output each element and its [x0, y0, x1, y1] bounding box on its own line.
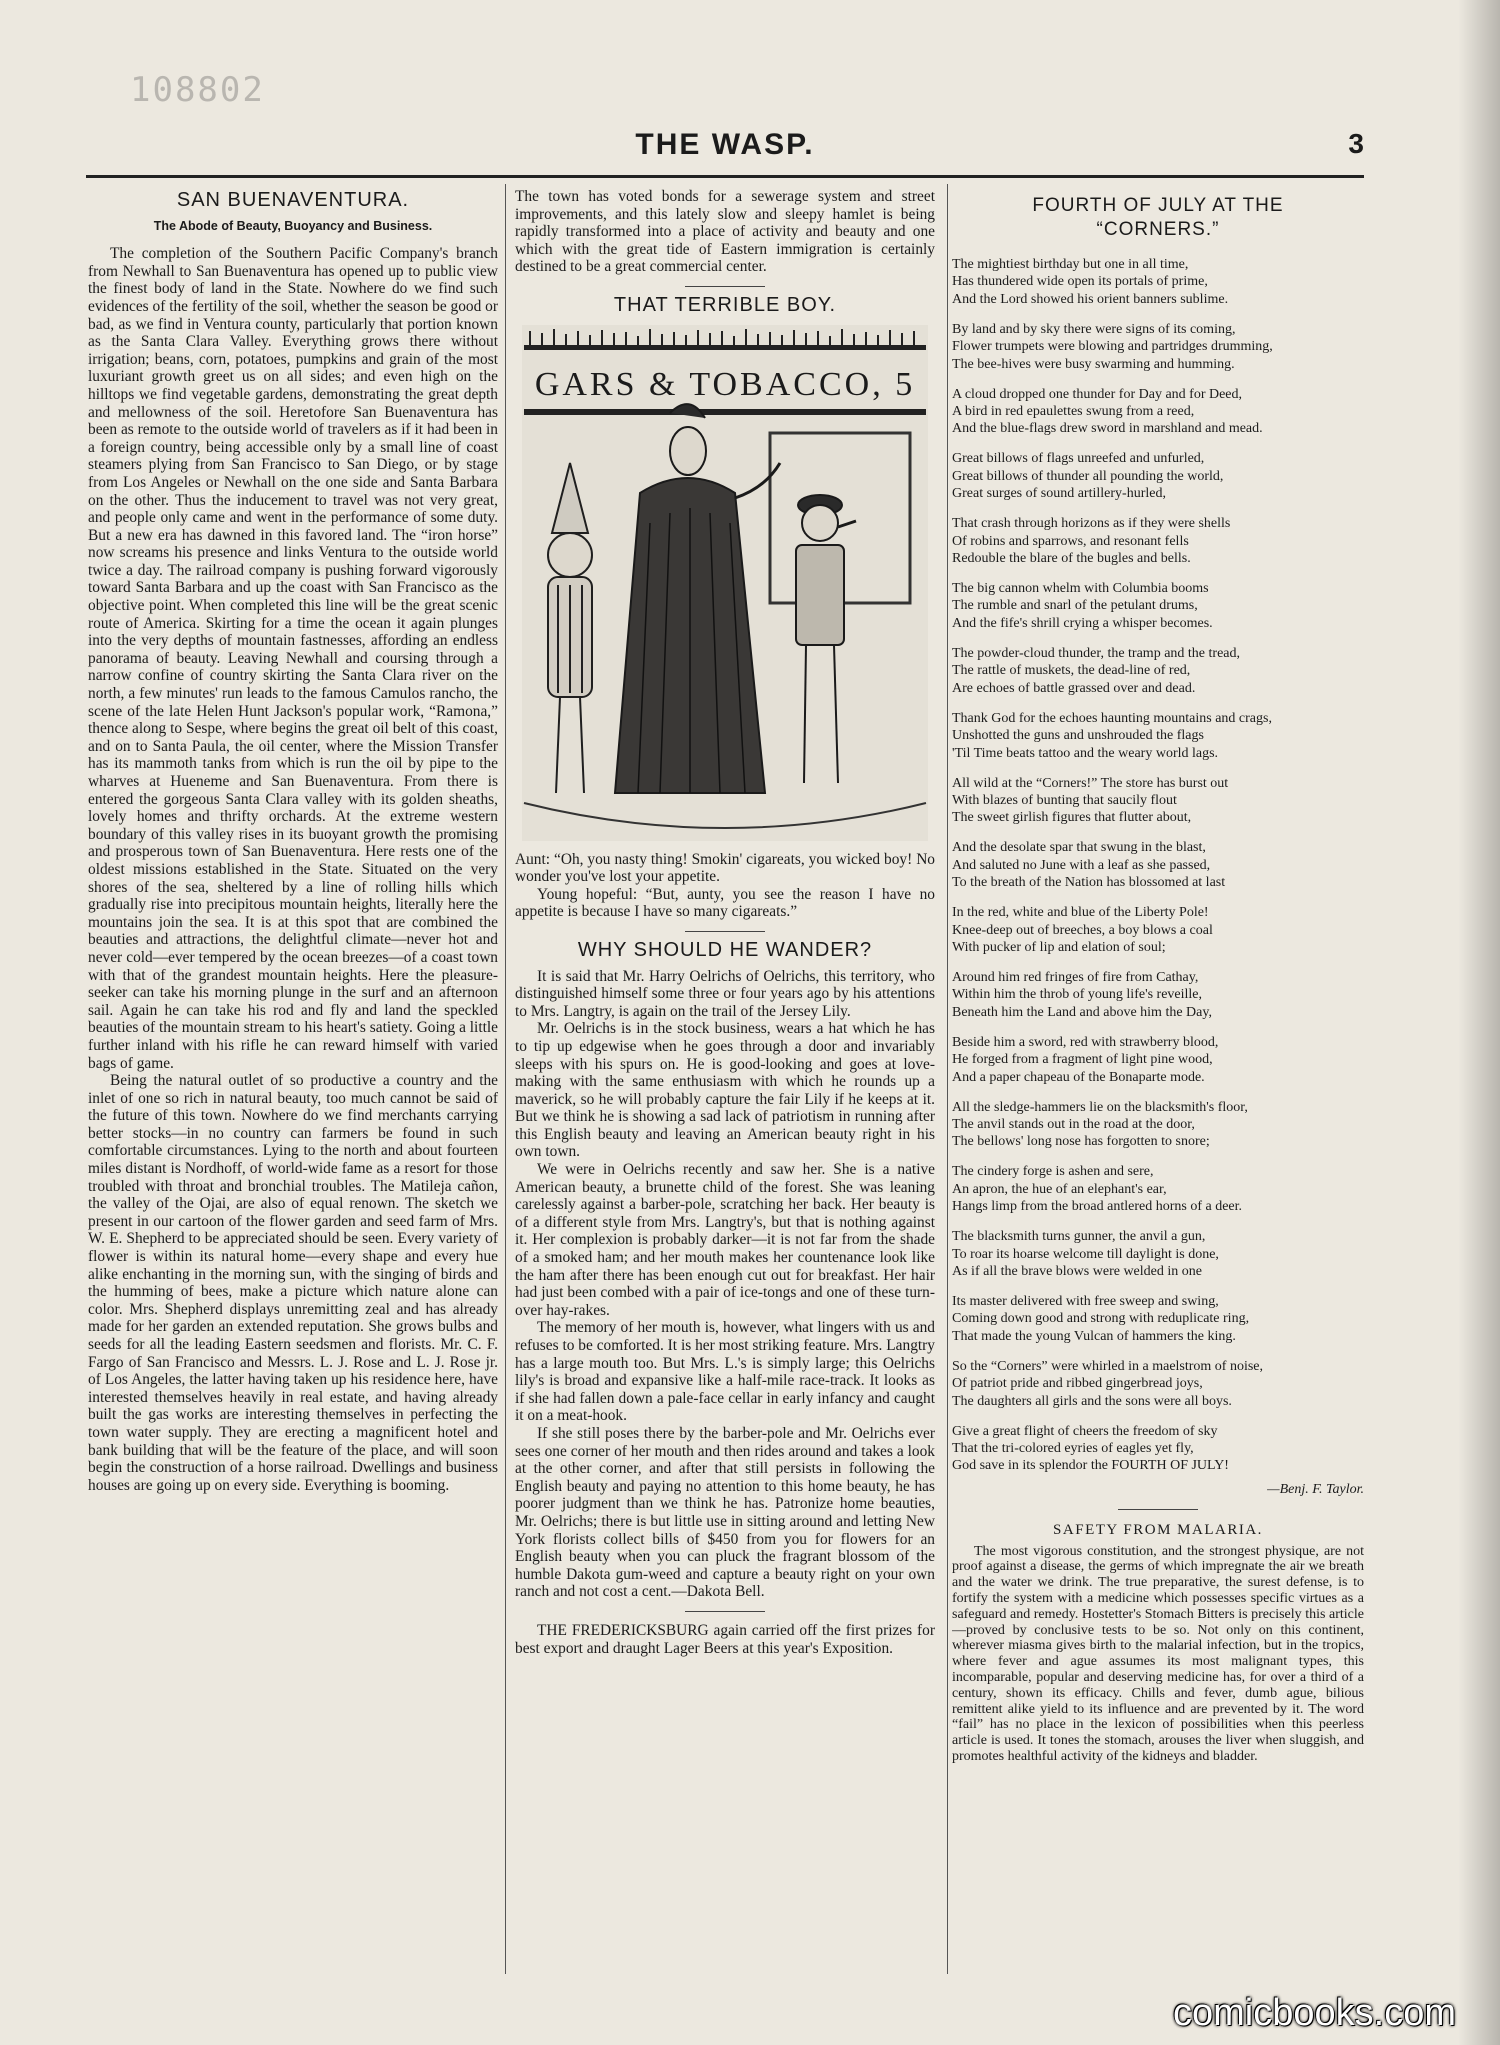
poem-line: Has thundered wide open its portals of prime, — [952, 274, 1208, 290]
poem-line: He forged from a fragment of light pine wood, — [952, 1052, 1213, 1068]
poem-stanza — [952, 1423, 1364, 1475]
poem-line: And the fife's shrill crying a whisper becomes. — [952, 615, 1213, 631]
poem-stanza — [952, 969, 1364, 1021]
poem-line: Of robins and sparrows, and resonant fells — [952, 533, 1189, 549]
poem-line: Are echoes of battle grassed over and dead. — [952, 680, 1196, 696]
poem-credit: —Benj. F. Taylor. — [1267, 1482, 1364, 1498]
poem-line: Its master delivered with free sweep and swing, — [952, 1294, 1219, 1309]
poem-line: So the “Corners” were whirled in a maelstrom of noise, — [952, 1358, 1264, 1374]
poem-line: All wild at the “Corners!” The store has burst out — [952, 775, 1229, 791]
poem-stanza — [952, 580, 1364, 632]
poem-line: In the red, white and blue of the Liberty Pole! — [952, 905, 1209, 921]
poem-line: All the sledge-hammers lie on the blacksmith's floor, — [952, 1099, 1248, 1115]
poem-line: That made the young Vulcan of hammers the king. — [952, 1328, 1236, 1344]
article-column-3 — [952, 188, 1364, 1988]
poem-line: Of patriot pride and ribbed gingerbread joys, — [952, 1376, 1203, 1392]
page-number: 3 — [1348, 128, 1364, 159]
poem-stanza — [952, 904, 1364, 956]
article-column-2 — [515, 188, 935, 1970]
poem-stanza — [952, 1358, 1364, 1410]
poem-stanza — [952, 256, 1364, 308]
poem-stanza — [952, 645, 1364, 697]
cartoon-caption: Young hopeful: “But, aunty, you see the reason I have no appetite is because I have so many cigareats.” — [515, 885, 935, 921]
poem-line: With blazes of bunting that saucily flout — [952, 792, 1177, 808]
catalog-stamp: 108802 — [130, 70, 265, 110]
poem-stanza — [952, 775, 1364, 827]
poem-line: The rattle of muskets, the dead-line of red, — [952, 663, 1191, 679]
cartoon-heading: THAT TERRIBLE BOY. — [613, 293, 837, 316]
poem-line: Flower trumpets were blowing and partridges drumming, — [952, 339, 1273, 355]
poem-heading: FOURTH OF JULY AT THE “CORNERS.” — [1032, 195, 1284, 240]
poem-line: A bird in red epaulettes swung from a reed, — [952, 404, 1195, 420]
poem-stanza — [952, 386, 1364, 438]
poem-stanza — [952, 450, 1364, 502]
poem-line: As if all the brave blows were welded in one — [952, 1264, 1202, 1279]
poem-line: Hangs limp from the broad antlered horns of a deer. — [952, 1199, 1243, 1215]
poem-line: That the tri-colored eyries of eagles yet fly, — [952, 1441, 1194, 1457]
poem — [952, 256, 1364, 1475]
poem-line: The daughters all girls and the sons were all boys. — [952, 1393, 1232, 1409]
article-paragraph: The completion of the Southern Pacific Company's branch from Newhall to San Buenaventura has opened up to public view the finest body of land in the State. Nowhere do we find such evidences of the fertility of the soil, whether the season be good or bad, as we find in Ventura county, particularly that portion known as the Santa Clara Valley. Everything grows there without irrigation; beans, corn, potatoes, pumpkins and grain of the most luxuriant growth greet us on all sides; and even high on the hilltops we find vegetable gardens, demonstrating the great depth and mellowness of the soil. Heretofore San Buenaventura has been as remote to the outside world of travelers as if it had been in a foreign country, being accessible only by a small line of coast steamers plying from San Francisco to San Diego, or by stage from Los Angeles or Newhall on the one side and Santa Barbara on the other. Thus the inducement to travel was not very great, and people only came and went in the performance of some duty. But a new era has dawned in this favored land. The “iron horse” now screams his presence and links Ventura to the outside world twice a day. The railroad company is pushing forward vigorously toward Santa Barbara and up the coast with San Francisco as the objective point. When completed this line will be the great scenic route of America. Skirting for a time the ocean it again plunges into the very depths of mountain fastnesses, affording an endless panorama of beauty. Leaving Newhall and coursing through a narrow confine of country skirting the Santa Clara river on the north, a few minutes' run leads to the famous Camulos rancho, the scene of the late Helen Hunt Jackson's popular work, “Ramona,” thence along to Sespe, where begins the great oil belt of this coast, and on to Santa Paula, the oil center, where the Mission Transfer has its mammoth tanks from which is run the oil by pipe to the wharves at Hueneme and San Buenaventura. From there is entered the gorgeous Santa Clara valley with its golden sheaths, lovely homes and thrifty orchards. At the extreme western boundary of this valley rises in its buoyant growth the promising and prosperous town of San Buenaventura. Here rests one of the oldest missions established in the State. Situated on the very shores of the sea, sheltered by a line of rolling hills which gradually rise into precipitous mountain heights, literally here the mountains join the sea. It is at this spot that are combined the beauties and attractions, the delightful climate—never hot and never cold—ever tempered by the ocean breezes—of a coast town with that of the grandest mountain heights. Here the pleasure-seeker can take his morning plunge in the surf and an afternoon sail. Again he can take his rod and fly and land the speckled beauties of the mountain stream to his heart's satiety. Going a little further inland with his rifle he can reward himself with varied bags of game. — [88, 245, 498, 1072]
article-paragraph: The memory of her mouth is, however, what lingers with us and refuses to be comforted. It is her most striking feature. Mrs. Langtry has a large mouth too. But Mrs. L.'s is simply large; this Oelrichs lily's is broad and expansive like a half-mile race-track. It looks as if she had fallen down a pale-face cellar in early infancy and caught it on a meat-hook. — [515, 1319, 935, 1425]
poem-stanza — [952, 321, 1364, 373]
separator — [1118, 1509, 1198, 1510]
article-paragraph: Being the natural outlet of so productive a country and the inlet of one so rich in natural beauty, too much cannot be said of the future of this town. Nowhere do we find merchants carrying better stocks—in no country can farmers be found in such comfortable circumstances. Lying to the north and about fourteen miles distant is Nordhoff, of world-wide fame as a resort for those troubled with throat and bronchial troubles. The Matileja cañon, the valley of the Ojai, are also of equal renown. The sketch we present in our cartoon of the flower garden and seed farm of Mrs. W. E. Shepherd to be appreciated should be seen. Every variety of flower is within its natural home—every shape and every hue alike enchanting in the morning sun, with the singing of birds and the humming of bees, make a picture which nature alone can color. Mrs. Shepherd displays unremitting zeal and has already made for her garden an extended reputation. She grows bulbs and seeds for all the leading Eastern seedsmen and florists. Mr. C. F. Fargo of San Francisco and Messrs. L. J. Rose and L. J. Rose jr. of Los Angeles, the latter having taken up his residence here, have interested themselves heavily in real estate, and having already built the gas works are interesting themselves in perfecting the town water supply. They are erecting a magnificent hotel and bank building that will be the feature of the place, and will soon begin the construction of a horse railroad. Dwellings and business houses are going up on every side. Everything is booming. — [88, 1072, 498, 1494]
poem-line: And a paper chapeau of the Bonaparte mode. — [952, 1069, 1205, 1085]
article-heading: SAFETY FROM MALARIA. — [1053, 1522, 1263, 1539]
shop-sign-text: GARS & TOBACCO, 5 — [534, 365, 916, 403]
poem-stanza — [952, 1034, 1364, 1086]
poem-line: Redouble the blare of the bugles and bells. — [952, 551, 1191, 567]
advert-paragraph: THE FREDERICKSBURG again carried off the first prizes for best export and draught Lager Beers at this year's Exposition. — [515, 1621, 935, 1657]
poem-line: With pucker of lip and elation of soul; — [952, 939, 1166, 955]
poem-line: Give a great flight of cheers the freedom of sky — [952, 1423, 1218, 1439]
sign-bottom-rule — [524, 409, 926, 415]
sign-rail — [524, 345, 926, 350]
poem-stanza — [952, 1163, 1364, 1215]
poem-line: Thank God for the echoes haunting mountains and crags, — [952, 710, 1272, 726]
poem-line: The sweet girlish figures that flutter about, — [952, 810, 1192, 826]
poem-line: 'Til Time beats tattoo and the weary world lags. — [952, 745, 1219, 761]
poem-line: To roar its hoarse welcome till daylight is done, — [952, 1246, 1219, 1262]
poem-line: Within him the throb of young life's reveille, — [952, 987, 1203, 1003]
poem-line: Coming down good and strong with reduplicate ring, — [952, 1311, 1250, 1327]
article-paragraph: It is said that Mr. Harry Oelrichs of Oelrichs, this territory, who distinguished himself some three or four years ago by his attentions to Mrs. Langtry, is again on the trail of the Jersey Lily. — [515, 967, 935, 1020]
poem-line: The powder-cloud thunder, the tramp and the tread, — [952, 645, 1240, 661]
poem-line: God save in its splendor the FOURTH OF JULY! — [952, 1458, 1229, 1474]
poem-line: The mightiest birthday but one in all time, — [952, 257, 1189, 272]
poem-line: And saluted no June with a leaf as she passed, — [952, 857, 1211, 873]
newspaper-title: THE WASP. — [635, 128, 815, 161]
poem-line: The bellows' long nose has forgotten to snore; — [952, 1134, 1210, 1150]
column-divider — [505, 184, 506, 1974]
poem-line: Great surges of sound artillery-hurled, — [952, 486, 1166, 502]
poem-line: And the blue-flags drew sword in marshland and mead. — [952, 421, 1263, 437]
article-column-1 — [88, 188, 498, 1970]
article-heading: SAN BUENAVENTURA. — [176, 189, 410, 211]
poem-line: Beside him a sword, red with strawberry blood, — [952, 1034, 1219, 1050]
poem-stanza — [952, 1228, 1364, 1280]
poem-line: The rumble and snarl of the petulant drums, — [952, 598, 1198, 614]
poem-line: Knee-deep out of breeches, a boy blows a coal — [952, 922, 1213, 938]
poem-line: A cloud dropped one thunder for Day and for Deed, — [952, 386, 1243, 402]
masthead — [86, 128, 1364, 168]
poem-line: Unshotted the guns and unshrouded the flags — [952, 728, 1204, 744]
poem-stanza — [952, 710, 1364, 762]
article-paragraph: The most vigorous constitution, and the strongest physique, are not proof against a disease, the germs of which impregnate the air we breath and the water we drink. The true preparative, the surest defense, is to fortify the system with a medicine which possesses specific virtues as a safeguard and remedy. Hostetter's Stomach Bitters is precisely this article—proved by conclusive tests to be so. Not only on this continent, wherever miasma gives birth to the malarial infection, but in the tropics, where fever and ague assumes its most malignant types, this incomparable, popular and deserving medicine has, for over a third of a century, shown its efficacy. Chills and fever, dumb ague, bilious remittent alike yield to its influence and are prevented by it. The word “fail” has no place in the lexicon of possibilities when this peerless article is used. It tones the stomach, arouses the liver when sluggish, and promotes healthful activity of the kidneys and bladder. — [952, 1543, 1364, 1764]
poem-stanza — [952, 1099, 1364, 1151]
separator — [685, 931, 765, 932]
cartoon-caption: Aunt: “Oh, you nasty thing! Smokin' cigareats, you wicked boy! No wonder you've lost your appetite. — [515, 850, 935, 886]
article-paragraph: Mr. Oelrichs is in the stock business, wears a hat which he has to tip up edgewise when he goes through a door and invariably sleeps with his spurs on. He is good-looking and goes at love-making with the same enthusiasm with which he rounds up a maverick, so he will probably capture the fair Lily if he keeps at it. But we think he is showing a sad lack of patriotism in running after this English beauty and leaving an American beauty right in his own town. — [515, 1020, 935, 1161]
poem-line: By land and by sky there were signs of its coming, — [952, 321, 1236, 337]
article-heading: WHY SHOULD HE WANDER? — [577, 938, 873, 961]
poem-line: Great billows of flags unreefed and unfurled, — [952, 451, 1205, 467]
article-paragraph: We were in Oelrichs recently and saw her. She is a native American beauty, a brunette child of the forest. She was leaning carelessly against a barber-pole, scratching her back. Her beauty is of a different style from Mrs. Langtry's, but that is nothing against it. Her complexion is probably darker—it is not far from the shade of a smoked ham; and her mouth makes her countenance look like the ham after there has been enough cut out for breakfast. Her hair had just been combed with a pair of ice-tongs and one of these turn-over hay-rakes. — [515, 1161, 935, 1319]
poem-line: Around him red fringes of fire from Cathay, — [952, 969, 1199, 985]
watermark: comicbooks.com — [1173, 1992, 1456, 2034]
poem-line: Beneath him the Land and above him the Day, — [952, 1004, 1212, 1020]
poem-line: The big cannon whelm with Columbia booms — [952, 581, 1209, 597]
poem-line: An apron, the hue of an elephant's ear, — [952, 1181, 1167, 1197]
masthead-rule — [86, 175, 1364, 178]
poem-line: And the desolate spar that swung in the blast, — [952, 840, 1206, 856]
article-subheading: The Abode of Beauty, Buoyancy and Business. — [153, 218, 433, 233]
separator — [685, 1611, 765, 1612]
poem-line: The blacksmith turns gunner, the anvil a gun, — [952, 1229, 1206, 1245]
poem-stanza — [952, 515, 1364, 567]
article-paragraph: If she still poses there by the barber-pole and Mr. Oelrichs ever sees one corner of her mouth and then rides around and takes a look at the other corner, and after that still persists in following the English beauty and paying no attention to this home beauty, he has poorer judgment than we think he has. Patronize home beauties, Mr. Oelrichs; there is but little use in sitting around and letting New York florists collect bills of $450 from you for flowers for an English beauty when you can pluck the fragrant blossom of the humble Dakota gum-weed and capture a beauty right on your own ranch and not cost a cent.—Dakota Bell. — [515, 1424, 935, 1601]
poem-line: Great billows of thunder all pounding the world, — [952, 468, 1224, 484]
poem-stanza — [952, 1293, 1364, 1345]
article-paragraph: The town has voted bonds for a sewerage system and street improvements, and this lately slow and sleepy hamlet is being rapidly transformed into a place of activity and beauty and one which with the great tide of Eastern immigration is certainly destined to be a great commercial center. — [515, 188, 935, 276]
cartoon-illustration — [520, 323, 930, 843]
poem-line: The anvil stands out in the road at the door, — [952, 1116, 1195, 1132]
column-divider — [947, 184, 948, 1974]
separator — [685, 286, 765, 287]
poem-stanza — [952, 839, 1364, 891]
poem-line: The cindery forge is ashen and sere, — [952, 1164, 1154, 1180]
poem-line: And the Lord showed his orient banners sublime. — [952, 291, 1229, 307]
poem-line: To the breath of the Nation has blossomed at last — [952, 875, 1226, 891]
poem-line: The bee-hives were busy swarming and humming. — [952, 356, 1235, 372]
poem-line: That crash through horizons as if they were shells — [952, 516, 1231, 532]
